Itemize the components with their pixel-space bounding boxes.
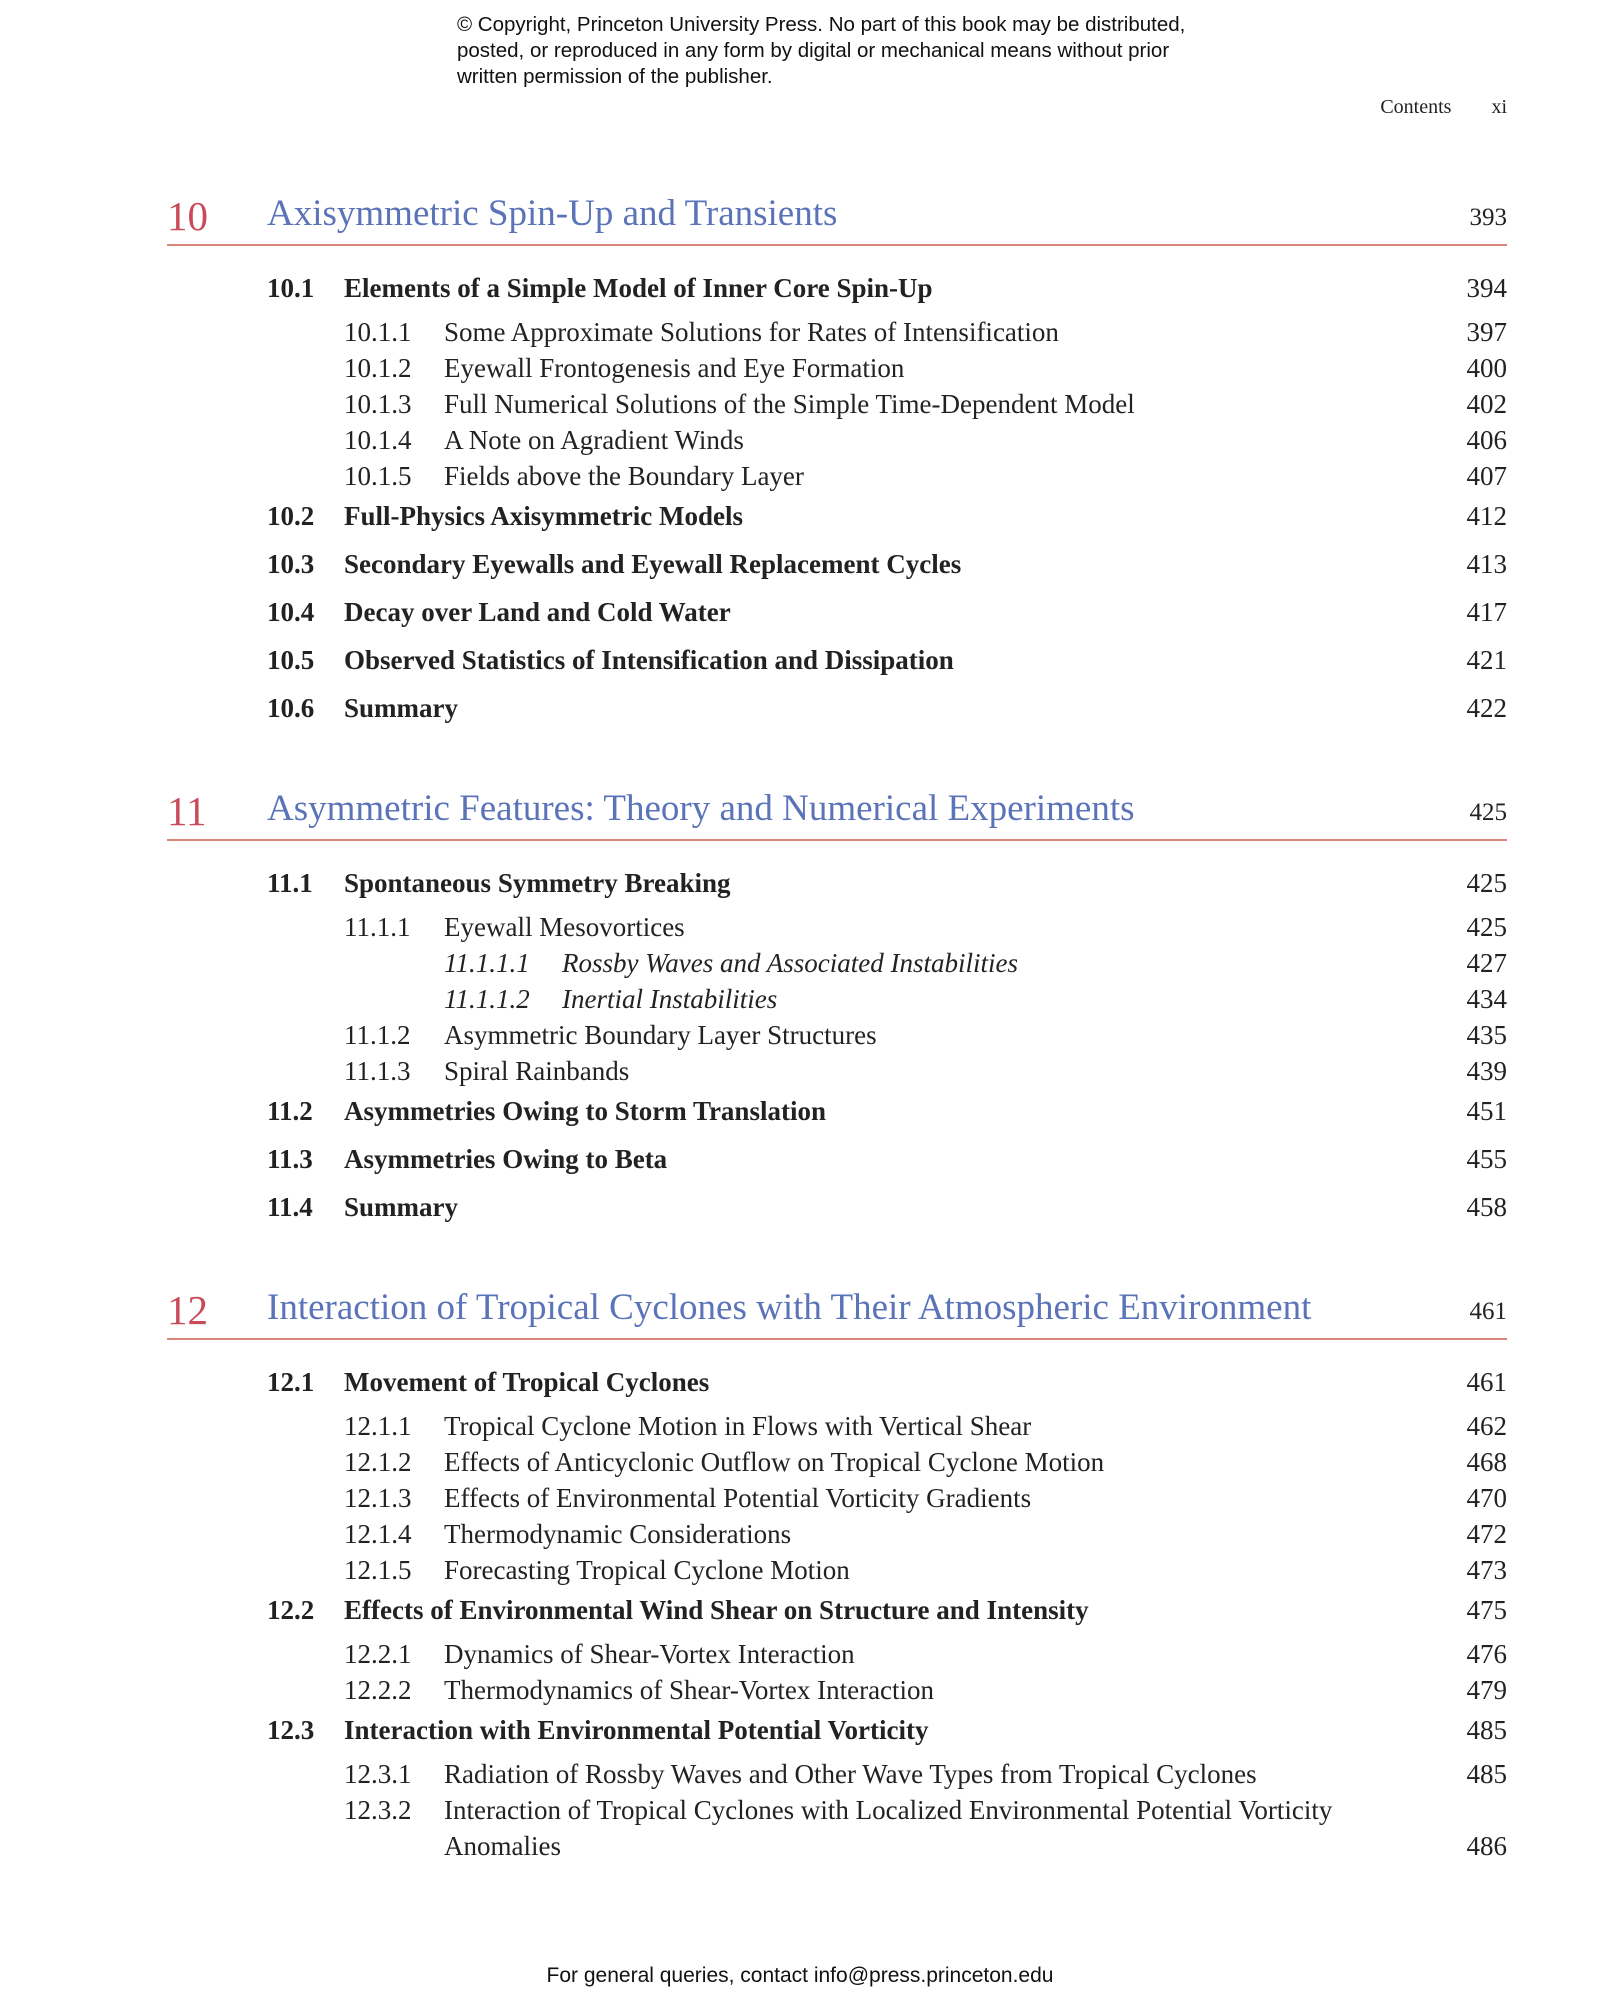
entry-number: 11.4 [267, 1192, 313, 1222]
entry-number: 11.1.1 [344, 912, 411, 942]
entry-title: Secondary Eyewalls and Eyewall Replacement Cycles [344, 549, 962, 579]
toc-section[interactable] [167, 542, 1507, 590]
entry-page: 473 [1466, 1555, 1507, 1585]
toc-subsection[interactable] [167, 458, 1507, 494]
entry-page: 439 [1466, 1056, 1507, 1086]
entry-title: Radiation of Rossby Waves and Other Wave Types from Tropical Cyclones [444, 1759, 1257, 1789]
entry-page: 451 [1466, 1096, 1507, 1126]
toc-subsection[interactable] [167, 1756, 1507, 1792]
entry-title: Effects of Environmental Wind Shear on Structure and Intensity [344, 1595, 1089, 1625]
entry-page: 397 [1466, 317, 1507, 347]
copyright-notice: © Copyright, Princeton University Press. No part of this book may be distributed, posted, or reproduced in any form by digital or mechanical means without prior written permission of the publisher. [457, 13, 1186, 88]
entry-number: 12.1.3 [344, 1483, 412, 1513]
entry-page: 422 [1466, 693, 1507, 723]
toc-subsection[interactable] [167, 1672, 1507, 1708]
entry-title: Full-Physics Axisymmetric Models [344, 501, 743, 531]
entry-number: 12.3 [267, 1715, 315, 1745]
entry-page: 435 [1466, 1020, 1507, 1050]
entry-number: 11.1.1.2 [444, 984, 530, 1014]
toc-section[interactable] [167, 861, 1507, 909]
toc-subsubsection[interactable] [167, 945, 1507, 981]
entry-number: 11.1.3 [344, 1056, 411, 1086]
entry-page: 468 [1466, 1447, 1507, 1477]
entry-title: Effects of Environmental Potential Vorticity Gradients [444, 1483, 1032, 1513]
toc-section[interactable] [167, 686, 1507, 734]
entry-number: 11.1.2 [344, 1020, 411, 1050]
toc-section[interactable] [167, 590, 1507, 638]
entry-page: 400 [1466, 353, 1507, 383]
toc-section[interactable] [167, 1588, 1507, 1636]
chapter-12 [167, 1282, 1507, 1864]
entry-page: 434 [1466, 984, 1507, 1014]
entry-page: 425 [1466, 868, 1507, 898]
toc-subsection[interactable] [167, 386, 1507, 422]
entry-title: Tropical Cyclone Motion in Flows with Vertical Shear [444, 1411, 1032, 1441]
toc-subsection[interactable] [167, 1792, 1507, 1864]
entry-number: 12.1.4 [344, 1519, 412, 1549]
toc-subsubsection[interactable] [167, 981, 1507, 1017]
toc-entries [167, 1360, 1507, 1864]
toc-entries [167, 266, 1507, 734]
entry-page: 427 [1466, 948, 1507, 978]
entry-number: 11.2 [267, 1096, 313, 1126]
toc-section[interactable] [167, 266, 1507, 314]
entry-title: A Note on Agradient Winds [444, 425, 744, 455]
entry-title: Spiral Rainbands [444, 1056, 630, 1086]
entry-number: 12.1 [267, 1367, 315, 1397]
entry-page: 462 [1466, 1411, 1507, 1441]
chapter-page: 425 [1469, 799, 1507, 826]
entry-page: 485 [1466, 1759, 1507, 1789]
toc-section[interactable] [167, 1708, 1507, 1756]
entry-title: Elements of a Simple Model of Inner Core Spin-Up [344, 273, 933, 303]
entry-page: 485 [1466, 1715, 1507, 1745]
entry-title: Rossby Waves and Associated Instabilities [562, 948, 1018, 978]
entry-page: 425 [1466, 912, 1507, 942]
entry-title: Full Numerical Solutions of the Simple Time-Dependent Model [444, 389, 1135, 419]
entry-number: 12.3.1 [344, 1759, 412, 1789]
chapter-title: Asymmetric Features: Theory and Numerical Experiments [267, 788, 1135, 829]
entry-page: 486 [1466, 1831, 1507, 1861]
entry-page: 406 [1466, 425, 1507, 455]
chapter-heading[interactable] [167, 783, 1507, 841]
chapter-page: 461 [1469, 1298, 1507, 1325]
entry-number: 11.1 [267, 868, 313, 898]
entry-page: 421 [1466, 645, 1507, 675]
entry-page: 413 [1466, 549, 1507, 579]
entry-title: Eyewall Frontogenesis and Eye Formation [444, 353, 905, 383]
toc-entries [167, 861, 1507, 1233]
entry-title: Spontaneous Symmetry Breaking [344, 868, 731, 898]
entry-number: 10.6 [267, 693, 315, 723]
chapter-page: 393 [1469, 204, 1507, 231]
entry-title: Fields above the Boundary Layer [444, 461, 804, 491]
toc-section[interactable] [167, 638, 1507, 686]
entry-title: Interaction of Tropical Cyclones with Localized Environmental Potential Vorticity Anomalies [444, 1795, 1333, 1861]
toc-subsection[interactable] [167, 1636, 1507, 1672]
toc-subsection[interactable] [167, 1552, 1507, 1588]
toc-subsection[interactable] [167, 1444, 1507, 1480]
entry-page: 417 [1466, 597, 1507, 627]
toc-subsection[interactable] [167, 1017, 1507, 1053]
entry-title: Thermodynamic Considerations [444, 1519, 792, 1549]
toc-section[interactable] [167, 1360, 1507, 1408]
entry-page: 402 [1466, 389, 1507, 419]
running-head [1380, 96, 1507, 119]
toc-subsection[interactable] [167, 422, 1507, 458]
entry-title: Asymmetric Boundary Layer Structures [444, 1020, 877, 1050]
toc-subsection[interactable] [167, 1408, 1507, 1444]
entry-title: Summary [344, 693, 458, 723]
toc-section[interactable] [167, 1185, 1507, 1233]
entry-page: 458 [1466, 1192, 1507, 1222]
toc-subsection[interactable] [167, 1516, 1507, 1552]
entry-number: 10.1 [267, 273, 315, 303]
toc-subsection[interactable] [167, 314, 1507, 350]
entry-title: Asymmetries Owing to Beta [344, 1144, 668, 1174]
entry-number: 10.5 [267, 645, 315, 675]
entry-number: 12.2.1 [344, 1639, 412, 1669]
chapter-10 [167, 188, 1507, 734]
entry-page: 476 [1466, 1639, 1507, 1669]
chapter-number: 10 [167, 193, 208, 239]
entry-title: Summary [344, 1192, 458, 1222]
toc-subsection[interactable] [167, 350, 1507, 386]
entry-number: 10.1.1 [344, 317, 412, 347]
entry-page: 394 [1466, 273, 1507, 303]
toc-section[interactable] [167, 1089, 1507, 1137]
entry-title: Eyewall Mesovortices [444, 912, 685, 942]
entry-title: Inertial Instabilities [562, 984, 778, 1014]
entry-number: 10.1.2 [344, 353, 412, 383]
entry-number: 10.3 [267, 549, 315, 579]
entry-title: Effects of Anticyclonic Outflow on Tropical Cyclone Motion [444, 1447, 1105, 1477]
entry-title: Decay over Land and Cold Water [344, 597, 731, 627]
entry-number: 11.3 [267, 1144, 313, 1174]
footer-contact: For general queries, contact info@press.princeton.edu [546, 1964, 1054, 1987]
chapter-title: Interaction of Tropical Cyclones with Their Atmospheric Environment [267, 1287, 1312, 1328]
entry-title: Dynamics of Shear-Vortex Interaction [444, 1639, 855, 1669]
entry-page: 455 [1466, 1144, 1507, 1174]
entry-page: 407 [1466, 461, 1507, 491]
toc-section[interactable] [167, 494, 1507, 542]
entry-title: Some Approximate Solutions for Rates of Intensification [444, 317, 1059, 347]
entry-number: 12.1.2 [344, 1447, 412, 1477]
toc-section[interactable] [167, 1137, 1507, 1185]
toc-subsection[interactable] [167, 909, 1507, 945]
entry-title: Thermodynamics of Shear-Vortex Interaction [444, 1675, 935, 1705]
chapter-heading[interactable] [167, 1282, 1507, 1340]
entry-page: 470 [1466, 1483, 1507, 1513]
chapter-11 [167, 783, 1507, 1233]
chapter-number: 12 [167, 1287, 208, 1333]
running-head-page: xi [1491, 96, 1507, 118]
entry-page: 461 [1466, 1367, 1507, 1397]
entry-number: 12.2 [267, 1595, 315, 1625]
entry-number: 12.1.5 [344, 1555, 412, 1585]
entry-number: 10.2 [267, 501, 315, 531]
entry-number: 12.1.1 [344, 1411, 412, 1441]
entry-number: 10.4 [267, 597, 315, 627]
entry-page: 472 [1466, 1519, 1507, 1549]
chapter-number: 11 [167, 788, 207, 834]
entry-title: Asymmetries Owing to Storm Translation [344, 1096, 826, 1126]
entry-number: 10.1.3 [344, 389, 412, 419]
entry-title: Observed Statistics of Intensification and Dissipation [344, 645, 954, 675]
chapter-heading[interactable] [167, 188, 1507, 246]
entry-number: 10.1.5 [344, 461, 412, 491]
entry-number: 10.1.4 [344, 425, 412, 455]
entry-number: 12.3.2 [344, 1795, 412, 1825]
running-head-label: Contents [1380, 96, 1452, 118]
toc-subsection[interactable] [167, 1480, 1507, 1516]
chapter-title: Axisymmetric Spin-Up and Transients [267, 193, 838, 234]
entry-title: Forecasting Tropical Cyclone Motion [444, 1555, 850, 1585]
entry-page: 412 [1466, 501, 1507, 531]
toc-subsection[interactable] [167, 1053, 1507, 1089]
entry-title: Interaction with Environmental Potential Vorticity [344, 1715, 929, 1745]
entry-number: 11.1.1.1 [444, 948, 530, 978]
entry-page: 479 [1466, 1675, 1507, 1705]
entry-title: Movement of Tropical Cyclones [344, 1367, 710, 1397]
entry-number: 12.2.2 [344, 1675, 412, 1705]
entry-page: 475 [1466, 1595, 1507, 1625]
